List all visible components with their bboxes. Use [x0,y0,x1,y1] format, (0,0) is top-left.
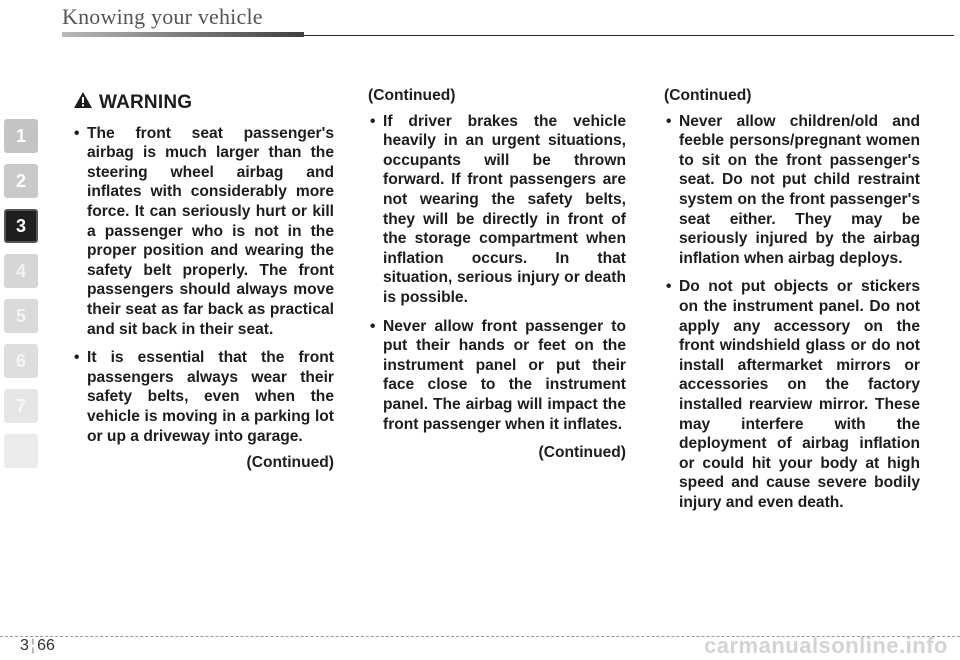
continued-label: (Continued) [538,444,626,462]
page-separator: ¦ [30,637,36,654]
chapter-tab-6[interactable]: 6 [4,344,38,378]
continued-heading: (Continued) [664,87,752,104]
page-number-value: 66 [37,637,55,654]
warning-column-2 [368,86,626,463]
warning-column-1 [72,86,334,473]
warning-column-3 [664,86,920,521]
chapter-tab-4[interactable]: 4 [4,254,38,288]
page-number [20,637,55,655]
chapter-tab-3-active[interactable]: 3 [4,209,38,243]
warning-bullet: • Never allow front passenger to put their hands or feet on the instrument panel or put their face close to the instrument panel. The airbag will impact the front passenger when it inflates. [368,317,626,435]
warning-triangle-icon [73,91,93,114]
chapter-tab-1[interactable]: 1 [4,119,38,153]
warning-title: WARNING [99,91,193,113]
chapter-number: 3 [20,637,29,654]
warning-bullet: • Never allow children/old and feeble persons/pregnant women to sit on the front passenger's seat. Do not put child restraint system on the front passenger's seat either. They may be seriously injured by the airbag inflation when airbag deploys. [664,112,920,269]
chapter-tab-8[interactable] [4,434,38,468]
chapter-tab-5[interactable]: 5 [4,299,38,333]
warning-bullet: • It is essential that the front passengers always wear their safety belts, even when the vehicle is moving in a parking lot or up a driveway into garage. [72,348,334,446]
warning-heading [73,91,334,114]
chapter-tab-2[interactable]: 2 [4,164,38,198]
header-rule [304,35,954,36]
continued-heading: (Continued) [368,87,456,104]
watermark: carmanualsonline.info [704,633,948,658]
chapter-tabs [4,119,38,479]
chapter-title: Knowing your vehicle [62,4,263,29]
header-bar [62,32,304,37]
warning-bullet: • Do not put objects or stickers on the instrument panel. Do not apply any accessory on the front windshield glass or do not install aftermarket mirrors or accessories on the factory installed rearview mirror. These may interfere with the deployment of airbag inflation or could hit your body at high speed and cause severe bodily injury and even death. [664,277,920,512]
continued-label: (Continued) [246,454,334,472]
chapter-tab-7[interactable]: 7 [4,389,38,423]
warning-bullet: • The front seat passenger's airbag is much larger than the steering wheel airbag and inflates with considerably more force. It can seriously hurt or kill a passenger who is not in the proper position and wearing the safety belt properly. The front passengers should always move their seat as far back as practical and sit back in their seat. [72,124,334,340]
warning-bullet: • If driver brakes the vehicle heavily in an urgent situations, occupants will be thrown forward. If front passengers are not wearing the safety belts, they will be directly in front of the storage compartment when inflation occurs. In that situation, serious injury or death is possible. [368,112,626,308]
